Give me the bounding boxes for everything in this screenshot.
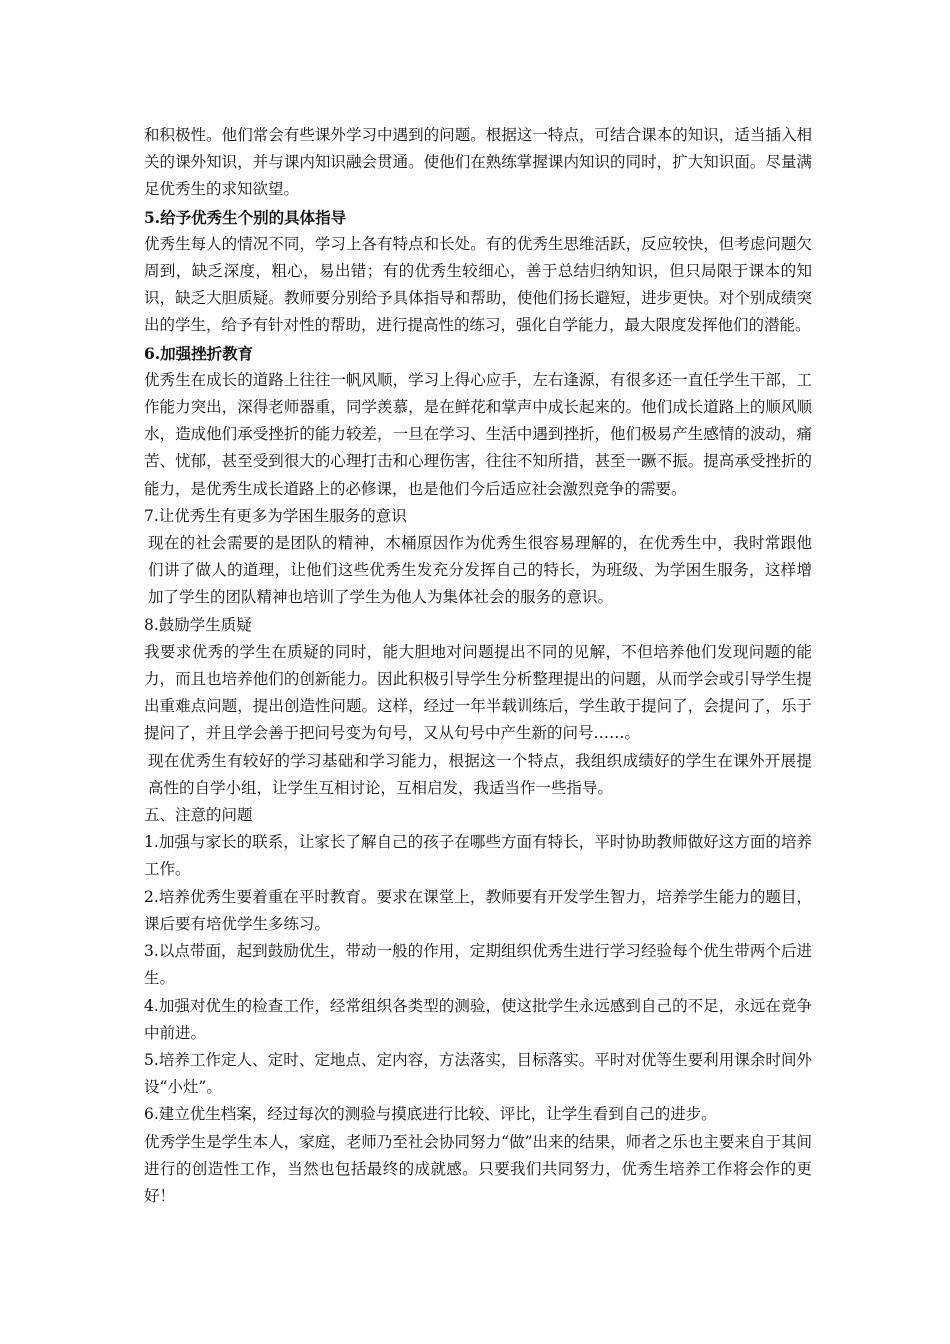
heading-service-awareness: 7.让优秀生有更多为学困生服务的意识 xyxy=(144,506,407,525)
heading-frustration-education: 6.加强挫折教育 xyxy=(144,343,254,363)
list-item-student-files: 6.建立优生档案，经过每次的测验与摸底进行比较、评比，让学生看到自己的进步。 xyxy=(144,1105,717,1124)
paragraph-intro-continuation: 和积极性。他们常会有些课外学习中遇到的问题。根据这一特点，可结合课本的知识，适当插入相关的课外知识，并与课内知识融会贯通。使他们在熟练掌握课内知识的同时，扩大知识面。尽量满足优秀生的求知欲望。 xyxy=(144,126,812,199)
heading-individual-guidance: 5.给予优秀生个别的具体指导 xyxy=(144,207,347,227)
paragraph-conclusion: 优秀学生是学生本人，家庭，老师乃至社会协同努力“做”出来的结果，师者之乐也主要来自于其间进行的创造性工作，当然也包括最终的成就感。只要我们共同努力，优秀生培养工作将会作的更好！ xyxy=(144,1132,812,1205)
paragraph-encourage-questioning: 我要求优秀的学生在质疑的同时，能大胆地对问题提出不同的见解，不但培养他们发现问题的能力，而且也培养他们的创新能力。因此积极引导学生分析整理提出的问题，从而学会或引导学生提出重难点问题，提出创造性问题。这样，经过一年半载训练后，学生敢于提问了，会提问了，乐于提问了，并且学会善于把问号变为句号，又从句号中产生新的问号……。 xyxy=(144,642,812,743)
list-item-inspection: 4.加强对优生的检查工作，经常组织各类型的测验，使这批学生永远感到自己的不足，永远在竞争中前进。 xyxy=(144,996,812,1042)
paragraph-individual-guidance: 优秀生每人的情况不同，学习上各有特点和长处。有的优秀生思维活跃，反应较快，但考虑问题欠周到，缺乏深度，粗心，易出错；有的优秀生较细心，善于总结归纳知识，但只局限于课本的知识，缺乏大胆质疑。教师要分别给予具体指导和帮助，使他们扬长避短，进步更快。对个别成绩突出的学生，给予有针对性的帮助，进行提高性的练习，强化自学能力，最大限度发挥他们的潜能。 xyxy=(144,234,812,335)
list-item-daily-education: 2.培养优秀生要着重在平时教育。要求在课堂上，教师要有开发学生智力，培养学生能力的题目，课后要有培优学生多练习。 xyxy=(144,887,812,933)
heading-notes: 五、注意的问题 xyxy=(144,806,253,825)
list-item-parent-contact: 1.加强与家长的联系，让家长了解自己的孩子在哪些方面有特长，平时协助教师做好这方面的培养工作。 xyxy=(144,833,812,879)
list-item-point-to-area: 3.以点带面，起到鼓励优生，带动一般的作用，定期组织优秀生进行学习经验每个优生带两个后进生。 xyxy=(144,942,812,988)
list-item-implementation: 5.培养工作定人、定时、定地点、定内容，方法落实，目标落实。平时对优等生要利用课余时间外设“小灶”。 xyxy=(144,1050,812,1097)
heading-encourage-questioning: 8.鼓励学生质疑 xyxy=(144,615,252,634)
document-body xyxy=(144,122,812,1210)
paragraph-self-study-groups: 现在优秀生有较好的学习基础和学习能力，根据这一个特点，我组织成绩好的学生在课外开展提高性的自学小组，让学生互相讨论，互相启发，我适当作一些指导。 xyxy=(148,751,812,797)
paragraph-service-awareness: 现在的社会需要的是团队的精神，木桶原因作为优秀生很容易理解的，在优秀生中，我时常跟他们讲了做人的道理，让他们这些优秀生发充分发挥自己的特长，为班级、为学困生服务，这样增加了学生的团队精神也培训了学生为他人为集体社会的服务的意识。 xyxy=(148,534,812,607)
paragraph-frustration-education: 优秀生在成长的道路上往往一帆风顺，学习上得心应手，左右逢源，有很多还一直任学生干部，工作能力突出，深得老师器重，同学羡慕，是在鲜花和掌声中成长起来的。他们成长道路上的顺风顺水，造成他们承受挫折的能力较差，一旦在学习、生活中遇到挫折，他们极易产生感情的波动，痛苦、忧郁，甚至受到很大的心理打击和心理伤害，往往不知所措，甚至一蹶不振。提高承受挫折的能力，是优秀生成长道路上的必修课，也是他们今后适应社会激烈竞争的需要。 xyxy=(144,370,812,498)
